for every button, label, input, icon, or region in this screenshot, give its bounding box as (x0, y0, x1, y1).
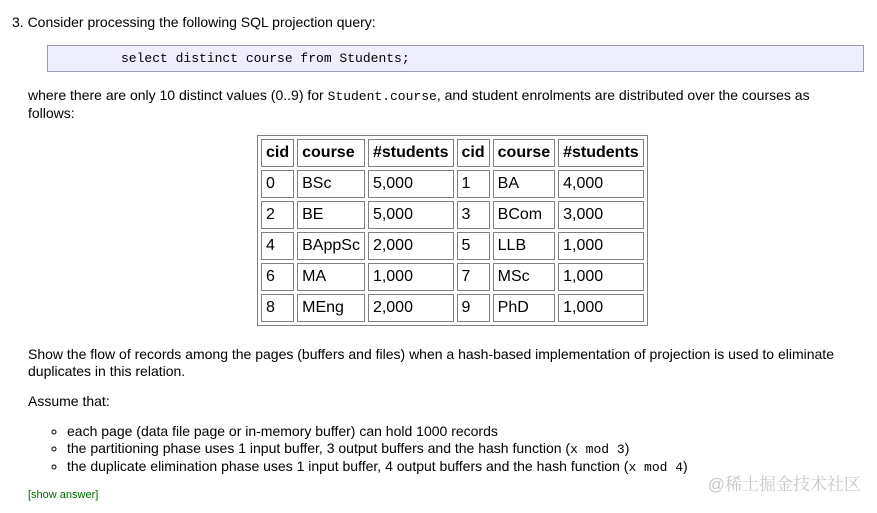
list-item (67, 423, 688, 440)
table-cell: 1,000 (558, 263, 644, 291)
table-cell: 5,000 (368, 170, 454, 198)
table-cell: 2 (261, 201, 294, 229)
show-answer-link[interactable]: [show answer] (28, 489, 99, 501)
intro-code: Student.course (327, 89, 437, 104)
table-cell: BE (297, 201, 365, 229)
flow-paragraph: Show the flow of records among the pages (buffers and files) when a hash-based implementation of projection is used to eliminate duplicates in this relation. (28, 346, 834, 379)
hash-function-code: x mod 3 (570, 442, 625, 457)
column-header: cid (261, 139, 294, 167)
table-cell: 2,000 (368, 294, 454, 322)
table-cell: 5 (457, 232, 490, 260)
table-cell: 7 (457, 263, 490, 291)
table-cell: PhD (493, 294, 555, 322)
table-row (261, 232, 644, 260)
table-cell: 2,000 (368, 232, 454, 260)
table-cell: 1 (457, 170, 490, 198)
watermark: @稀土掘金技术社区 (707, 475, 861, 494)
list-item (67, 458, 688, 476)
table-cell: MA (297, 263, 365, 291)
table-header-row (261, 139, 644, 167)
column-header: course (493, 139, 555, 167)
table-cell: 1,000 (558, 232, 644, 260)
course-distribution-table (257, 135, 648, 326)
intro-paragraph (28, 87, 858, 122)
table-cell: BAppSc (297, 232, 365, 260)
table-cell: 3,000 (558, 201, 644, 229)
table-cell: 9 (457, 294, 490, 322)
table-row (261, 201, 644, 229)
assumption-text: the duplicate elimination phase uses 1 input buffer, 4 output buffers and the hash function ( (67, 458, 629, 474)
table-cell: 5,000 (368, 201, 454, 229)
column-header: course (297, 139, 365, 167)
table-cell: 3 (457, 201, 490, 229)
assumption-text: each page (data file page or in-memory buffer) can hold 1000 records (67, 423, 498, 439)
table-cell: LLB (493, 232, 555, 260)
table-cell: MSc (493, 263, 555, 291)
table-cell: MEng (297, 294, 365, 322)
table-row (261, 170, 644, 198)
hash-function-code: x mod 4 (628, 460, 684, 475)
sql-query-box: select distinct course from Students; (47, 45, 864, 72)
assumption-text: the partitioning phase uses 1 input buffer, 3 output buffers and the hash function ( (67, 440, 571, 456)
intro-text-after: , and student enrolments are distributed over the courses as follows: (28, 87, 810, 121)
column-header: #students (368, 139, 454, 167)
assumption-tail: ) (624, 440, 630, 456)
table-cell: 0 (261, 170, 294, 198)
table-cell: 4,000 (558, 170, 644, 198)
column-header: #students (558, 139, 644, 167)
table-cell: BCom (493, 201, 555, 229)
table-cell: 1,000 (558, 294, 644, 322)
assume-label: Assume that: (28, 393, 110, 409)
column-header: cid (457, 139, 490, 167)
table-cell: BA (493, 170, 555, 198)
table-cell: 8 (261, 294, 294, 322)
intro-text-before: where there are only 10 distinct values (0..9) for (28, 87, 328, 103)
assumption-tail: ) (683, 458, 688, 474)
table-cell: 6 (261, 263, 294, 291)
assumptions-list (47, 423, 688, 476)
question-heading: 3. Consider processing the following SQL projection query: (12, 14, 376, 30)
table-cell: 4 (261, 232, 294, 260)
table-cell: BSc (297, 170, 365, 198)
table-row (261, 263, 644, 291)
list-item (67, 440, 688, 458)
table-row (261, 294, 644, 322)
table-cell: 1,000 (368, 263, 454, 291)
